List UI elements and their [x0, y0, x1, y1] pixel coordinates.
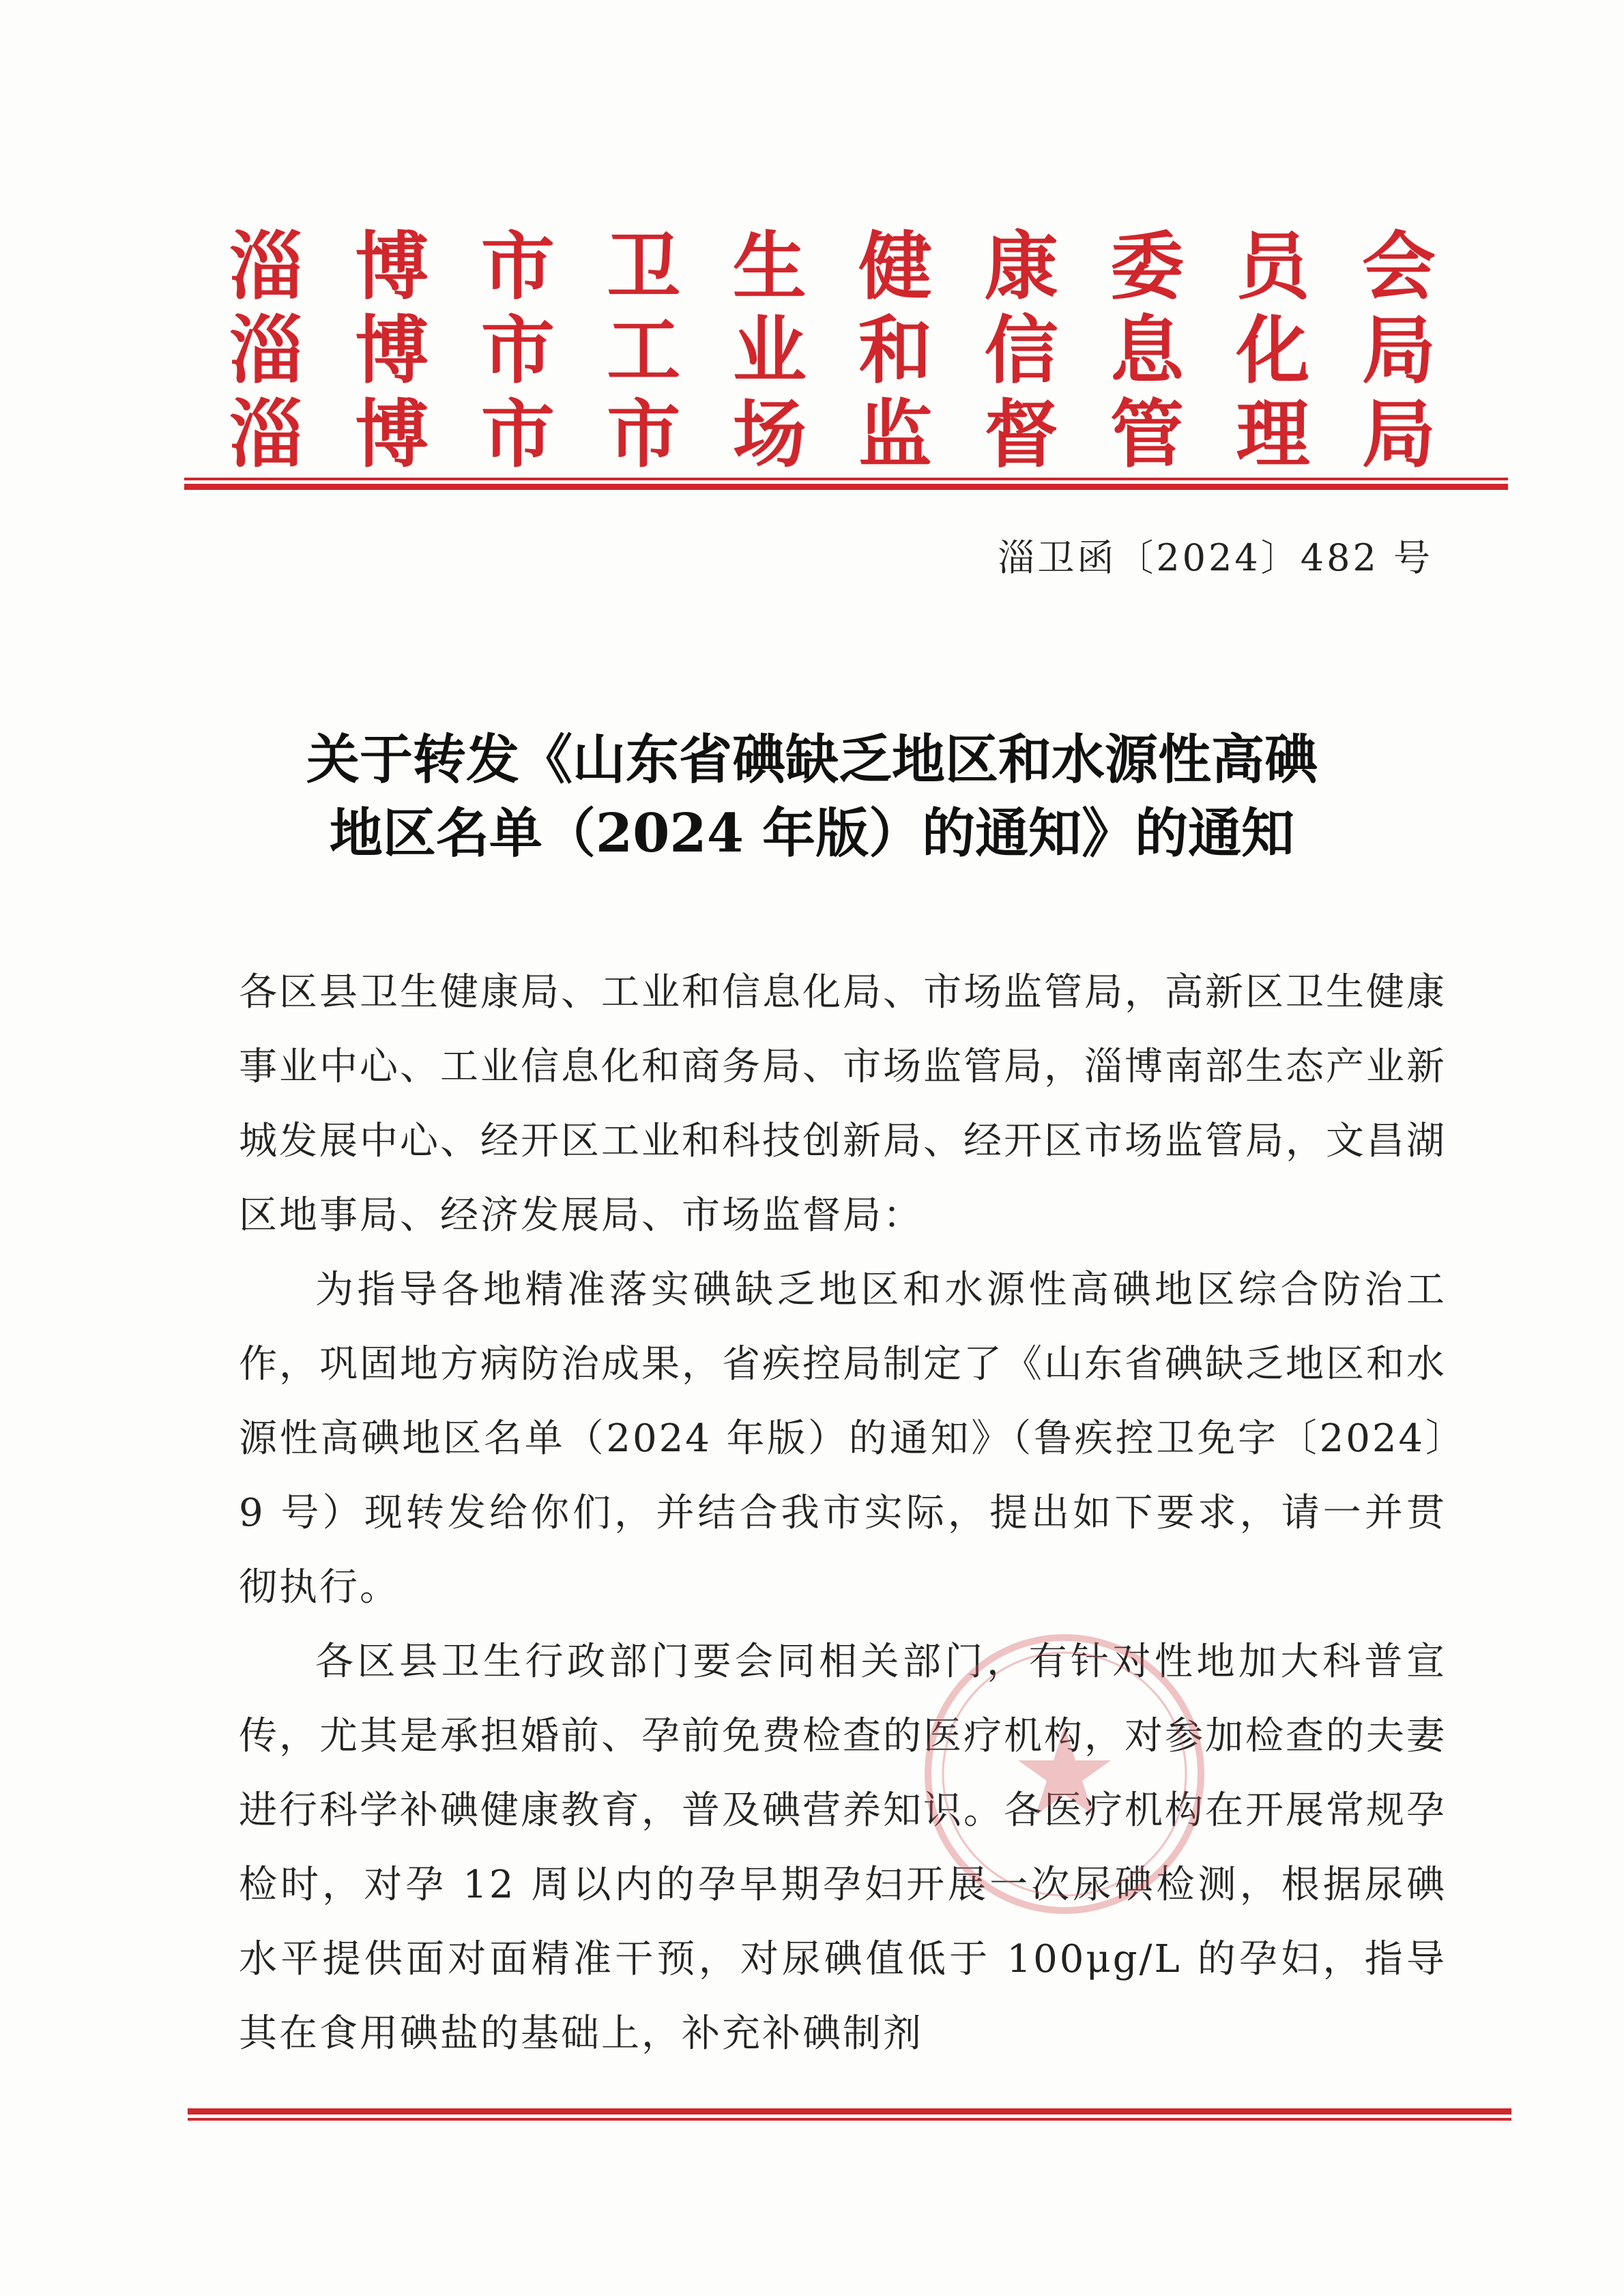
document-body — [239, 955, 1447, 2071]
issuer-health-commission: 淄 博 市 卫 生 健 康 委 员 会 — [229, 224, 1436, 310]
body-paragraph-1: 为指导各地精准落实碘缺乏地区和水源性高碘地区综合防治工作，巩固地方病防治成果，省疾控局制定了《山东省碘缺乏地区和水源性高碘地区名单（2024 年版）的通知》（鲁疾控卫免字〔2024〕9 号）现转发给你们，并结合我市实际，提出如下要求，请一并贯彻执行。 — [239, 1268, 1447, 1610]
issuer-market-regulation-bureau: 淄 博 市 市 场 监 督 管 理 局 — [229, 392, 1436, 478]
issuer-industry-bureau: 淄 博 市 工 业 和 信 息 化 局 — [229, 308, 1436, 394]
issuing-authorities — [229, 225, 1436, 477]
header-red-rule-thick — [184, 484, 1508, 490]
document-title — [225, 723, 1399, 871]
header-red-rule-thin — [184, 478, 1508, 480]
title-line-1: 关于转发《山东省碘缺乏地区和水源性高碘 — [306, 729, 1318, 791]
footer-red-rule-thick — [188, 2108, 1511, 2115]
faint-seal-stamp — [914, 1624, 1215, 1924]
body-paragraph-2: 各区县卫生行政部门要会同相关部门，有针对性地加大科普宣传，尤其是承担婚前、孕前免费检查的医疗机构，对参加检查的夫妻进行科学补碘健康教育，普及碘营养知识。各医疗机构在开展常规孕检时，对孕 12 周以内的孕早期孕妇开展一次尿碘检测，根据尿碘水平提供面对面精准干预，对尿碘值低于 100μg/L 的孕妇，指导其在食用碘盐的基础上，补充补碘制剂 — [239, 1640, 1447, 2056]
document-number: 淄卫函〔2024〕482 号 — [998, 536, 1433, 579]
title-line-2: 地区名单（2024 年版）的通知》的通知 — [329, 802, 1295, 864]
footer-red-rule-thin — [188, 2118, 1511, 2121]
addressees-paragraph: 各区县卫生健康局、工业和信息化局、市场监管局，高新区卫生健康事业中心、工业信息化和商务局、市场监管局，淄博南部生态产业新城发展中心、经开区工业和科技创新局、经开区市场监管局，文昌湖区地事局、经济发展局、市场监督局： — [239, 970, 1447, 1238]
